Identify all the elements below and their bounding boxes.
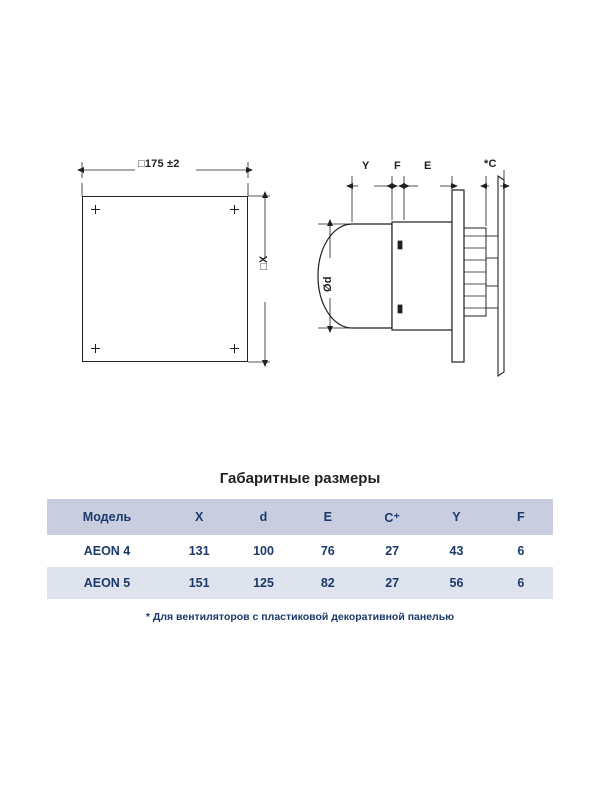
cell-y: 56 [424,567,488,599]
table-header-e: E [296,499,360,535]
side-view-dim-c-label: *C [484,158,497,170]
table-header-row [47,499,553,535]
cell-d: 125 [231,567,295,599]
dimensions-table [47,499,553,599]
cell-e: 82 [296,567,360,599]
table-footnote: * Для вентиляторов с пластиковой декоративной панелью [145,611,455,623]
side-view-dim-e-label: E [424,160,432,172]
table-title: Габаритные размеры [219,470,381,487]
cell-f: 6 [489,535,553,567]
table-row [47,535,553,567]
cell-x: 131 [167,535,231,567]
side-view-diameter-label: Ød [322,276,334,292]
cell-f: 6 [489,567,553,599]
table-header-x: X [167,499,231,535]
side-view-dim-y-label: Y [362,160,370,172]
dimensions-table-section [0,470,600,623]
front-view-width-label: □175 ±2 [138,158,180,170]
table-header-c: C⁺ [360,499,424,535]
table-header-model: Модель [47,499,167,535]
cell-c: 27 [360,535,424,567]
cell-model: AEON 5 [47,567,167,599]
cell-d: 100 [231,535,295,567]
cell-model: AEON 4 [47,535,167,567]
table-header-d: d [231,499,295,535]
side-view-dim-f-label: F [394,160,401,172]
table-header-y: Y [424,499,488,535]
cell-x: 151 [167,567,231,599]
cell-e: 76 [296,535,360,567]
cell-c: 27 [360,567,424,599]
cell-y: 43 [424,535,488,567]
front-view-height-label: □X [258,255,270,270]
table-row [47,567,553,599]
table-header-f: F [489,499,553,535]
